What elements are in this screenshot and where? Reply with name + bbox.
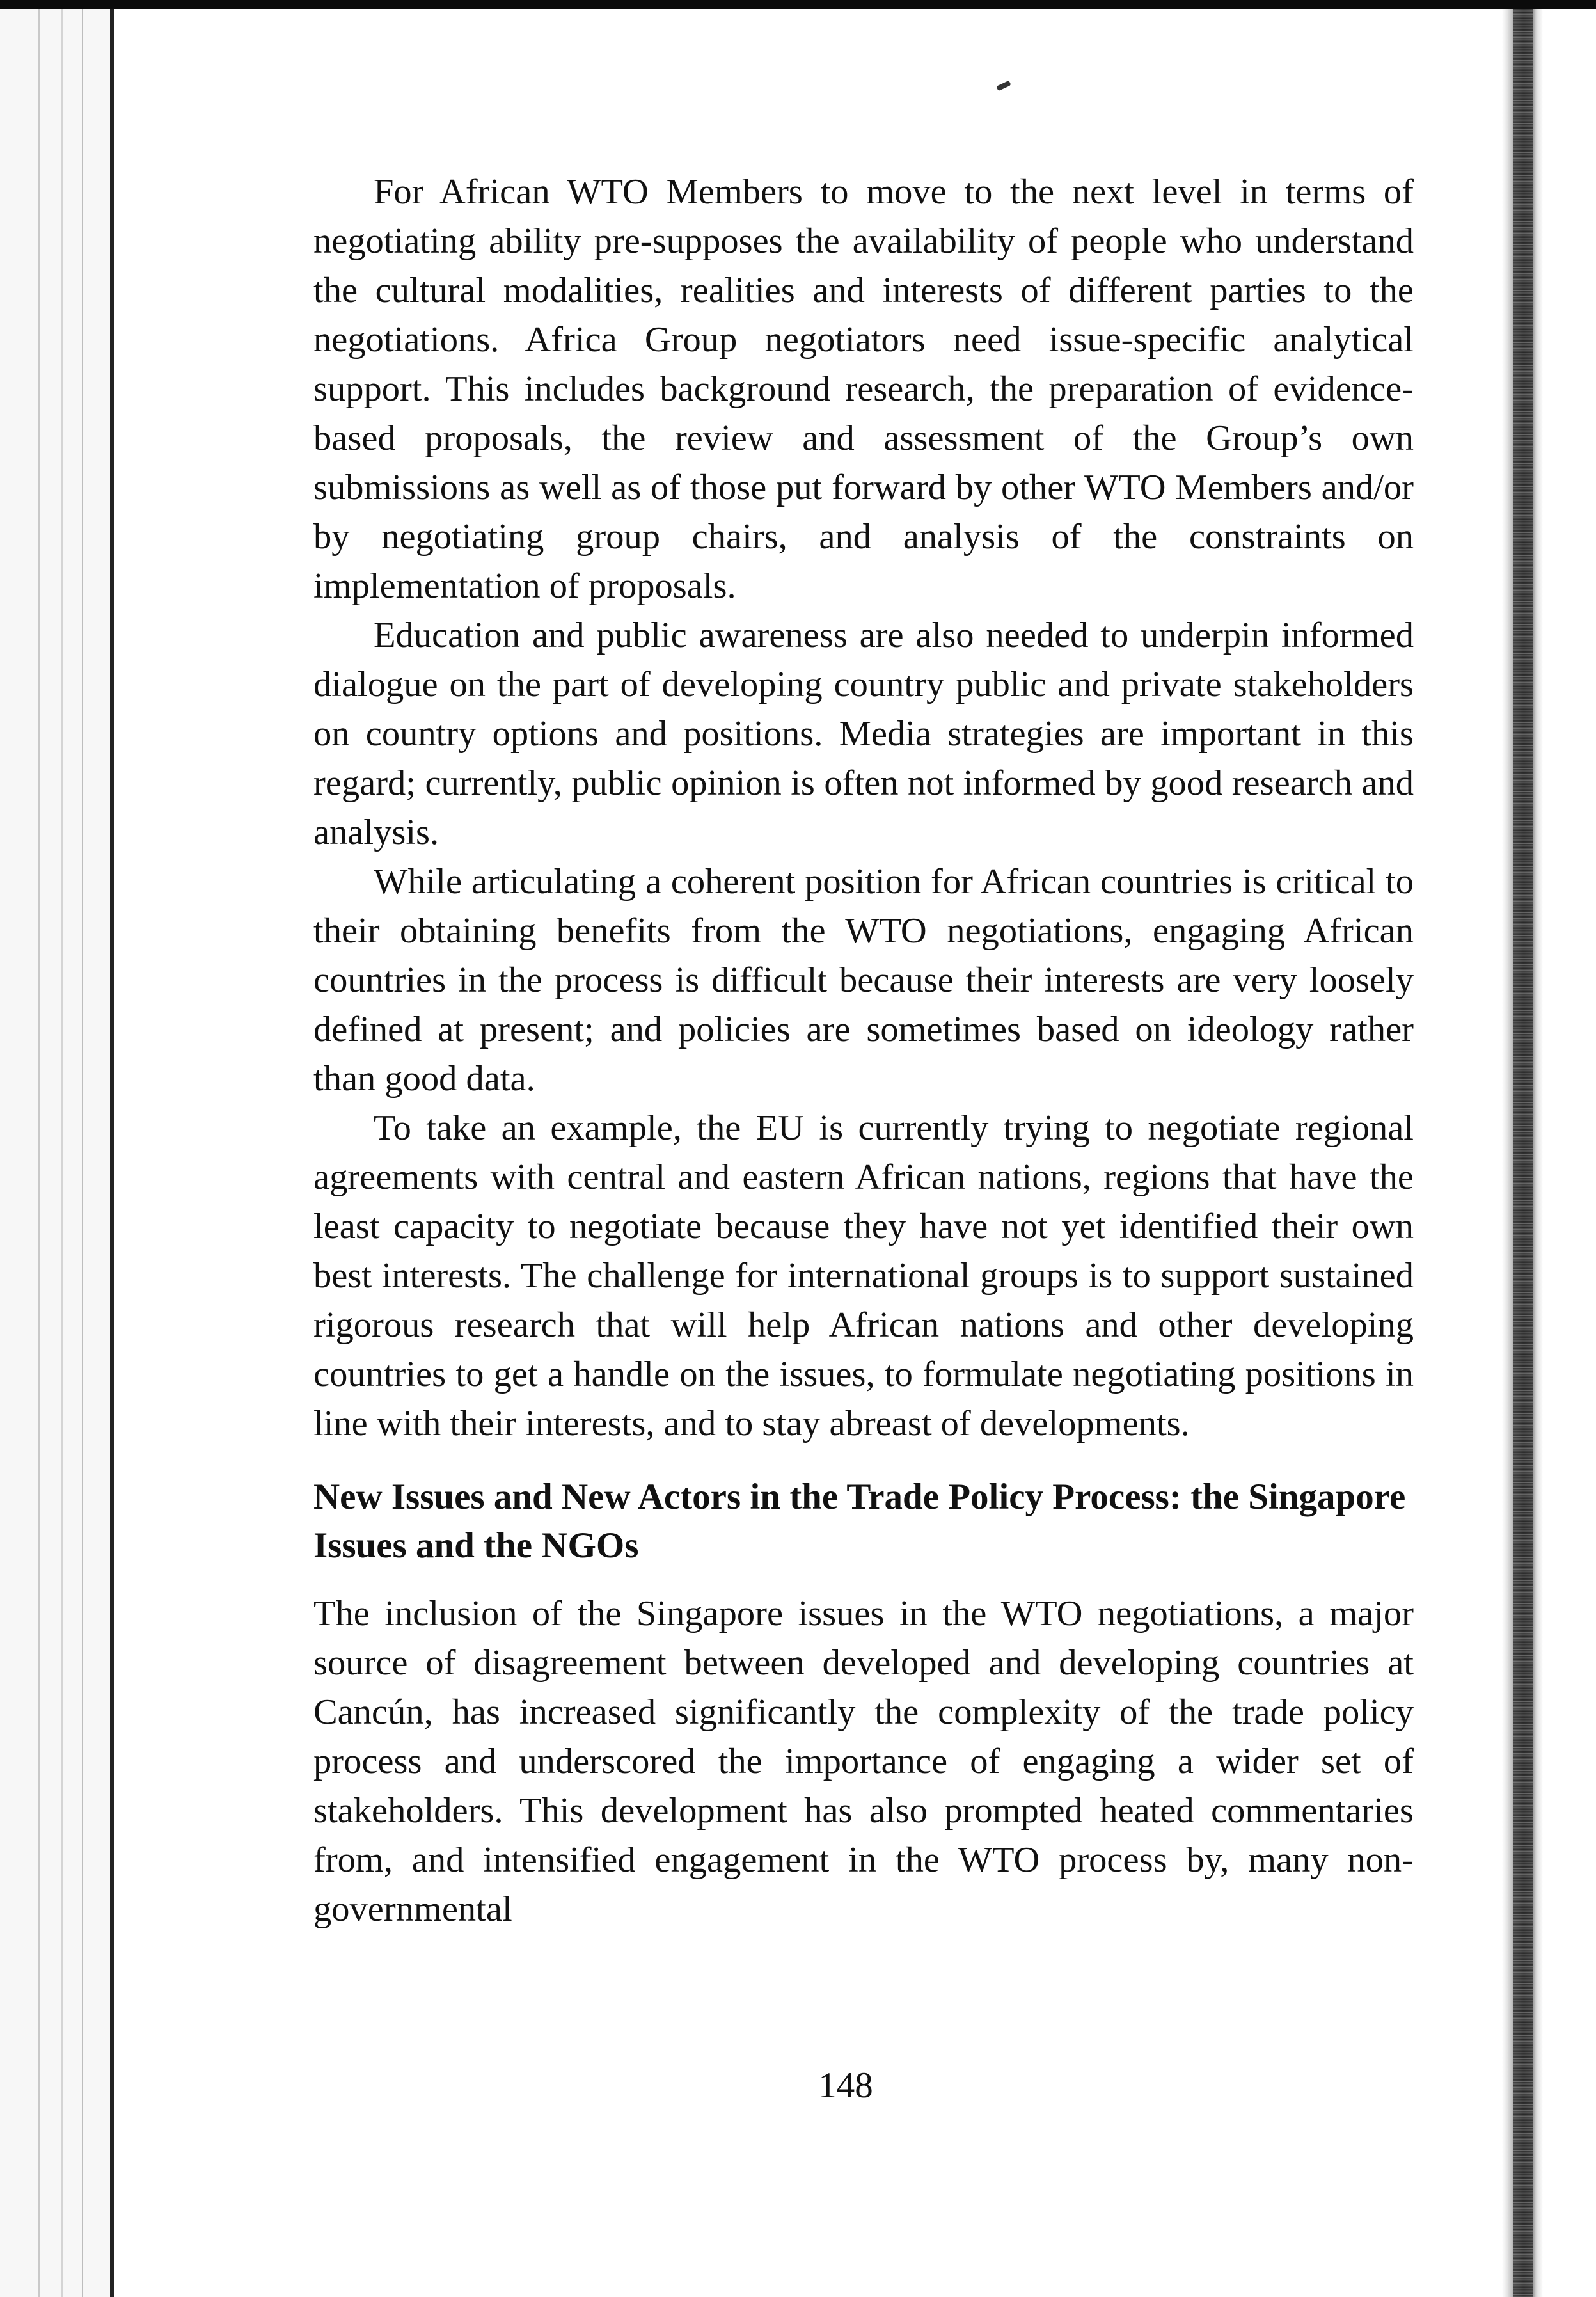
gutter-line — [61, 9, 63, 2297]
paragraph-negotiating-ability: For African WTO Members to move to the next level in terms of negotiating ability pre-supposes the availability of people who understand the cultural modalities, realities and interests of different parties to the negotiations. Africa Group negotiators need issue-specific analytical support. This includes background research, the preparation of evidence-based proposals, the review and assessment of the Group’s own submissions as well as of those put forward by other WTO Members and/or by negotiating group chairs, and analysis of the constraints on implementation of proposals. — [313, 172, 1414, 606]
page-number: 148 — [818, 2065, 873, 2106]
paragraph-singapore-issues: The inclusion of the Singapore issues in the WTO negotiations, a major source of disagreement between developed and developing countries at Cancún, has increased significantly the complexity of the trade policy process and underscored the importance of engaging a wider set of stakeholders. This development has also prompted heated commentaries from, and intensified engagement in the WTO process by, many non-governmental — [313, 1594, 1414, 1929]
paragraph-education-awareness: Education and public awareness are also needed to underpin informed dialogue on the part of developing country public and private stakeholders on country options and positions. Media strategies are important in this regard; currently, public opinion is often not informed by good research and analysis. — [313, 616, 1414, 852]
gutter-edge — [110, 9, 114, 2297]
scan-top-edge — [0, 0, 1596, 9]
left-page-gutter — [0, 9, 114, 2297]
paragraph-eu-example: To take an example, the EU is currently trying to negotiate regional agreements with central and eastern African nations, regions that have the least capacity to negotiate because they have not yet identified their own best interests. The challenge for international groups is to support sustained rigorous research that will help African nations and other developing countries to get a handle on the issues, to formulate negotiating positions in line with their interests, and to stay abreast of developments. — [313, 1108, 1414, 1443]
book-binding-edge — [1498, 9, 1596, 2297]
page-body — [313, 168, 1414, 1934]
gutter-line — [38, 9, 40, 2297]
scan-speck — [996, 81, 1011, 91]
section-heading: New Issues and New Actors in the Trade Policy Process: the Singapore Issues and the NGOs — [313, 1477, 1406, 1566]
gutter-line — [82, 9, 83, 2297]
binding-shadow — [1513, 9, 1533, 2297]
paragraph-coherent-position: While articulating a coherent position for African countries is critical to their obtaining benefits from the WTO negotiations, engaging African countries in the process is difficult because their interests are very loosely defined at present; and policies are sometimes based on ideology rather than good data. — [313, 862, 1414, 1099]
